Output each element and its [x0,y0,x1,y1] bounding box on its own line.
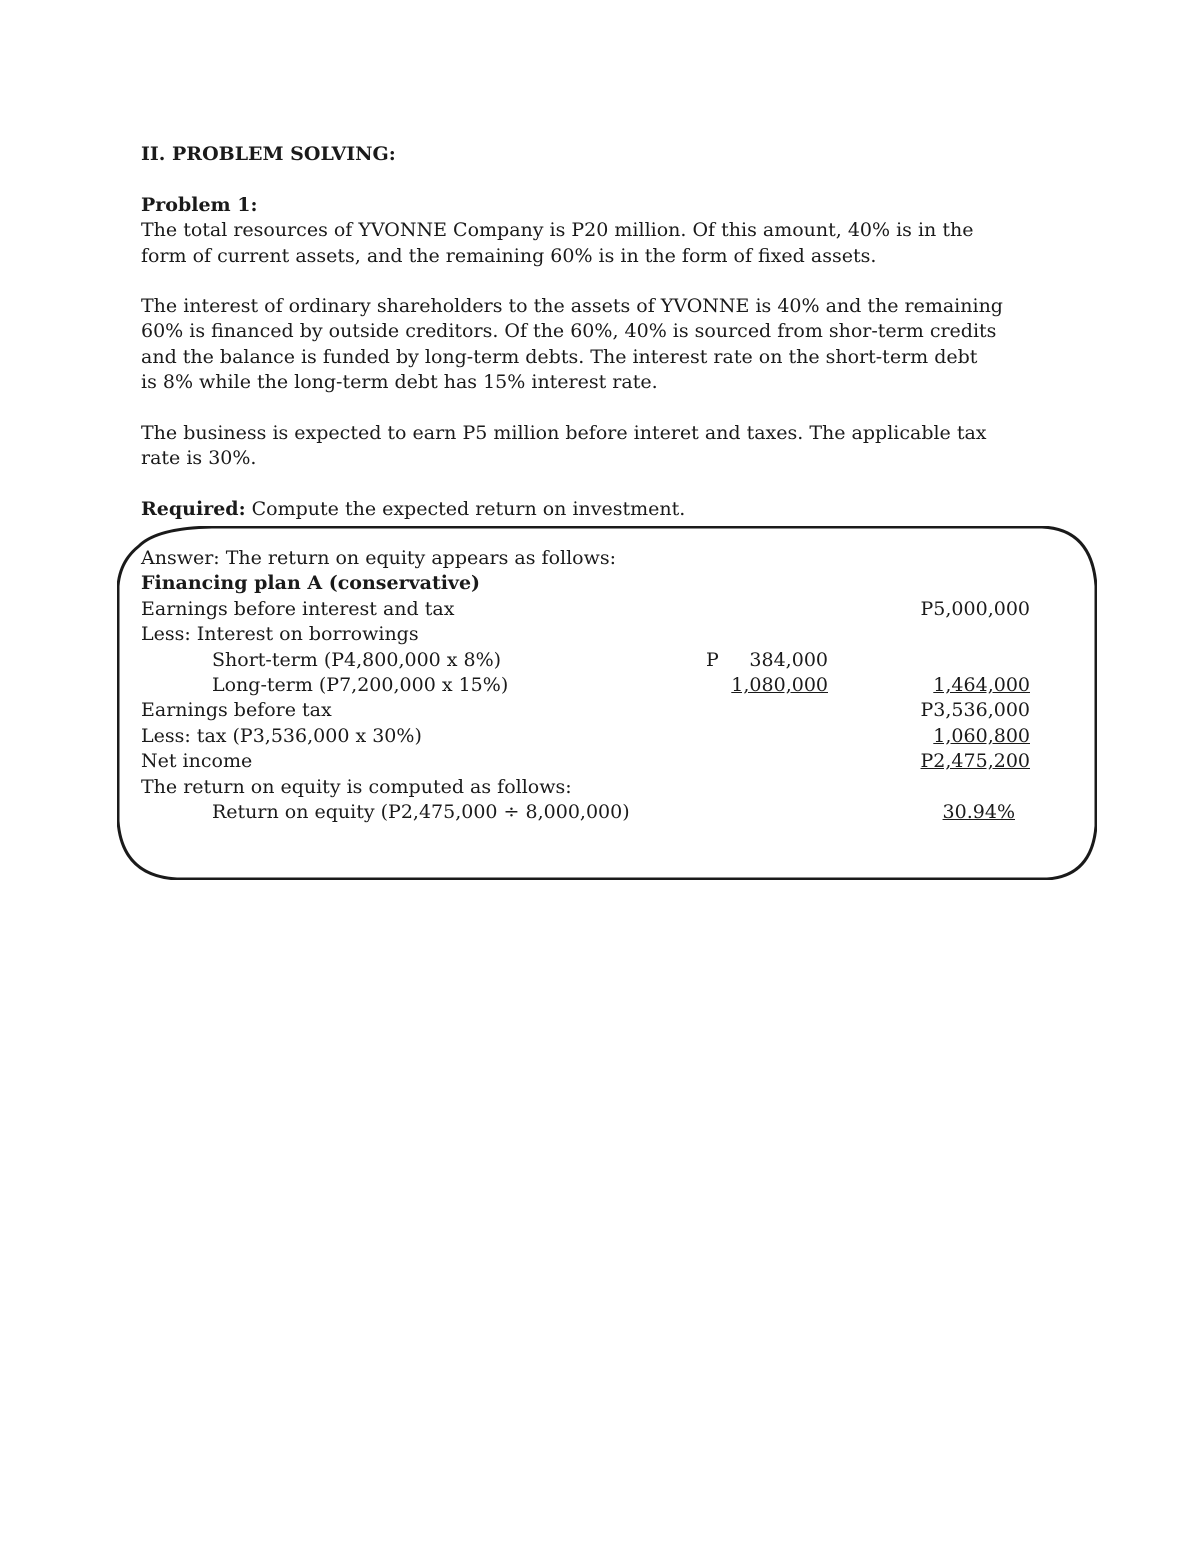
long-term-label: Long-term (P7,200,000 x 15%) [212,673,509,696]
less-interest-label: Less: Interest on borrowings [141,623,419,646]
problem-paragraph-1: The total resources of YVONNE Company is P20 million. Of this amount, 40% is in the form of current assets, and the remaining 60% is in the form of fixed assets. [141,219,974,267]
short-term-currency: P [706,648,719,671]
short-term-value: 384,000 [749,648,828,671]
problem-title: Problem 1: [141,194,258,216]
required-text: Compute the expected return on investment. [245,497,686,520]
plan-title: Financing plan A (conservative) [141,572,481,595]
section-heading: II. PROBLEM SOLVING: [141,143,396,165]
plan-title-row [141,571,1041,596]
ebt-label: Earnings before tax [141,699,332,722]
long-term-value: 1,080,000 [731,673,828,696]
ebit-value: P5,000,000 [920,597,1030,620]
total-interest-value: 1,464,000 [933,673,1030,696]
short-term-label: Short-term (P4,800,000 x 8%) [212,648,502,671]
problem-paragraph-3: The business is expected to earn P5 million before interet and taxes. The applicable tax rate is 30%. [141,421,987,469]
tax-value: 1,060,800 [933,724,1030,747]
answer-intro: Answer: The return on equity appears as follows: [141,547,617,569]
answer-intro-row [141,546,1041,571]
problem-paragraph-2: The interest of ordinary shareholders to the assets of YVONNE is 40% and the remaining 60% is financed by outside creditors. Of the 60%, 40% is sourced from shor-term credits and the balance is funded by long-term debts. The interest rate on the short-term debt is 8% while the long-term debt has 15% interest rate. [141,295,1003,394]
roe-value: 30.94% [942,800,1015,823]
ebit-row [141,597,1041,622]
ebt-row [141,698,1041,723]
answer-content [141,546,1041,825]
required-label: Required: [141,497,246,520]
net-income-value: P2,475,200 [920,750,1030,773]
tax-label: Less: tax (P3,536,000 x 30%) [141,724,422,747]
ebt-value: P3,536,000 [920,699,1030,722]
short-term-row [141,648,1041,673]
roe-intro-row [141,775,1041,800]
roe-row [141,800,1041,825]
net-income-row [141,749,1041,774]
problem-block [141,193,1071,547]
required-line [141,497,1071,522]
roe-intro: The return on equity is computed as follows: [141,775,572,798]
long-term-row [141,673,1041,698]
tax-row [141,724,1041,749]
roe-label: Return on equity (P2,475,000 ÷ 8,000,000) [212,800,630,823]
net-income-label: Net income [141,750,253,773]
less-interest-row [141,622,1041,647]
ebit-label: Earnings before interest and tax [141,597,455,620]
